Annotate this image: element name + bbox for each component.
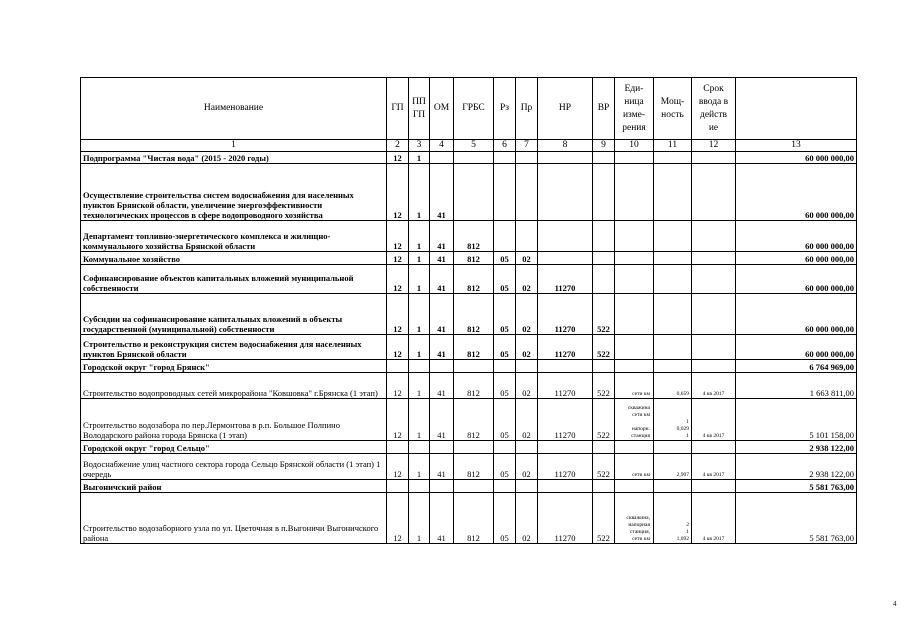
cell-rz: 05 [494,493,516,544]
cell-pp [409,441,430,454]
cell-term [692,265,736,294]
row-name: Департамент топливно-энергетического комплекса и жилищно-коммунального хозяйства Брянской области [81,221,387,252]
col-number: 2 [387,140,409,152]
cell-power [654,360,692,373]
header-unit: Еди- ница изме- рения [615,78,654,140]
row-name: Субсидии на софинансирование капитальных вложений в объекты государственной (муниципальной) собственности [81,294,387,335]
cell-om: 41 [430,399,454,441]
col-number: 9 [593,140,615,152]
cell-term [692,221,736,252]
header-vr: ВР [593,78,615,140]
cell-unit [615,294,654,335]
cell-om: 41 [430,493,454,544]
cell-unit [615,164,654,221]
cell-gp: 12 [387,164,409,221]
header-amount [736,78,857,140]
table-row [81,441,857,454]
cell-nr [538,252,593,265]
cell-rz: 05 [494,252,516,265]
cell-amount: 60 000 000,00 [736,294,857,335]
row-name: Строительство водозабора по пер.Лермонтова в р.п. Большое Полпино Володарского района города Брянска (1 этап) [81,399,387,441]
cell-pr [516,152,538,164]
col-number: 12 [692,140,736,152]
cell-power [654,265,692,294]
cell-amount: 60 000 000,00 [736,164,857,221]
cell-pp: 1 [409,221,430,252]
header-rz: Рз [494,78,516,140]
cell-pp: 1 [409,152,430,164]
cell-rz [494,441,516,454]
cell-rz: 05 [494,265,516,294]
cell-gp: 12 [387,221,409,252]
col-number: 5 [454,140,494,152]
col-number: 8 [538,140,593,152]
cell-amount: 60 000 000,00 [736,252,857,265]
cell-pr: 02 [516,294,538,335]
table-row [81,152,857,164]
cell-rz: 05 [494,454,516,480]
cell-om: 41 [430,265,454,294]
cell-om: 41 [430,221,454,252]
cell-grbs [454,480,494,493]
cell-gp [387,360,409,373]
cell-nr: 11270 [538,294,593,335]
cell-om: 41 [430,294,454,335]
table-row [81,493,857,544]
header-pp: ПП ГП [409,78,430,140]
cell-pr: 02 [516,252,538,265]
header-pr: Пр [516,78,538,140]
col-number: 6 [494,140,516,152]
cell-term [692,335,736,360]
cell-vr [593,152,615,164]
cell-pp: 1 [409,454,430,480]
cell-nr: 11270 [538,373,593,399]
cell-om: 41 [430,164,454,221]
column-number-row [81,140,857,152]
cell-nr: 11270 [538,493,593,544]
cell-pr: 02 [516,373,538,399]
cell-gp [387,480,409,493]
cell-gp: 12 [387,294,409,335]
cell-unit: скважина, напорная станция, сети км [615,493,654,544]
cell-vr [593,265,615,294]
header-name: Наименование [81,78,387,140]
cell-nr [538,441,593,454]
cell-amount: 5 581 763,00 [736,480,857,493]
cell-pr: 02 [516,493,538,544]
cell-rz [494,152,516,164]
cell-term: 4 кв 2017 [692,399,736,441]
row-name: Строительство водозаборного узла по ул. Цветочная в п.Выгоничи Выгоничского района [81,493,387,544]
header-grbs: ГРБС [454,78,494,140]
cell-vr: 522 [593,454,615,480]
cell-grbs: 812 [454,399,494,441]
cell-grbs [454,360,494,373]
cell-amount: 60 000 000,00 [736,265,857,294]
cell-rz: 05 [494,294,516,335]
cell-grbs [454,441,494,454]
cell-unit: сети км [615,454,654,480]
cell-pp: 1 [409,252,430,265]
cell-vr [593,252,615,265]
row-name: Осуществление строительства систем водоснабжения для населенных пунктов Брянской области, увеличение энергоэффективности технологических процессов в сфере водопроводного хозяйства [81,164,387,221]
cell-pr: 02 [516,335,538,360]
cell-grbs: 812 [454,294,494,335]
cell-power [654,335,692,360]
header-om: ОМ [430,78,454,140]
cell-unit: скважина сети км напорн. станция [615,399,654,441]
cell-vr: 522 [593,335,615,360]
cell-term: 4 кв 2017 [692,373,736,399]
table-row [81,164,857,221]
cell-amount: 60 000 000,00 [736,221,857,252]
row-name: Выгоничский район [81,480,387,493]
row-name: Городской округ "город Брянск" [81,360,387,373]
cell-grbs: 812 [454,335,494,360]
cell-term [692,152,736,164]
header-nr: НР [538,78,593,140]
page-number: 4 [893,600,897,608]
cell-power [654,480,692,493]
cell-term [692,441,736,454]
cell-power [654,164,692,221]
cell-nr: 11270 [538,265,593,294]
cell-nr [538,480,593,493]
cell-vr [593,221,615,252]
cell-term [692,360,736,373]
cell-grbs [454,152,494,164]
cell-gp: 12 [387,152,409,164]
cell-gp: 12 [387,265,409,294]
row-name: Подпрограмма "Чистая вода" (2015 - 2020 годы) [81,152,387,164]
header-row [81,78,857,140]
cell-amount: 6 764 969,00 [736,360,857,373]
cell-gp: 12 [387,493,409,544]
cell-gp: 12 [387,252,409,265]
cell-rz [494,360,516,373]
cell-rz: 05 [494,399,516,441]
cell-pp: 1 [409,373,430,399]
cell-gp: 12 [387,454,409,480]
header-power: Мощ- ность [654,78,692,140]
row-name: Софинансирование объектов капитальных вложений муниципальной собственности [81,265,387,294]
cell-gp: 12 [387,373,409,399]
cell-unit: сети км [615,373,654,399]
cell-pp: 1 [409,265,430,294]
cell-grbs: 812 [454,493,494,544]
cell-unit [615,152,654,164]
row-name: Городской округ "город Сельцо" [81,441,387,454]
header-gp: ГП [387,78,409,140]
cell-power [654,152,692,164]
cell-vr: 522 [593,294,615,335]
cell-pr: 02 [516,399,538,441]
table-row [81,399,857,441]
cell-power [654,294,692,335]
cell-unit [615,252,654,265]
cell-vr [593,441,615,454]
cell-rz [494,164,516,221]
cell-amount: 60 000 000,00 [736,335,857,360]
header-term: Срок ввода в действ ие [692,78,736,140]
cell-nr: 11270 [538,335,593,360]
table-row [81,360,857,373]
cell-unit [615,221,654,252]
cell-amount: 5 581 763,00 [736,493,857,544]
cell-unit [615,335,654,360]
cell-vr [593,360,615,373]
row-name: Водоснабжение улиц частного сектора города Сельцо Брянской области (1 этап) 1 очередь [81,454,387,480]
cell-amount: 60 000 000,00 [736,152,857,164]
table-row [81,480,857,493]
cell-unit [615,480,654,493]
table-row [81,454,857,480]
cell-om: 41 [430,335,454,360]
cell-grbs: 812 [454,252,494,265]
table-row [81,373,857,399]
cell-power: 0,659 [654,373,692,399]
col-number: 4 [430,140,454,152]
cell-pp: 1 [409,493,430,544]
table-row [81,265,857,294]
cell-grbs: 812 [454,373,494,399]
cell-term: 4 кв 2017 [692,454,736,480]
budget-table [80,77,857,544]
cell-nr [538,164,593,221]
col-number: 1 [81,140,387,152]
cell-grbs: 812 [454,454,494,480]
cell-amount: 2 938 122,00 [736,441,857,454]
cell-grbs: 812 [454,221,494,252]
cell-vr: 522 [593,399,615,441]
cell-pr [516,164,538,221]
cell-om: 41 [430,373,454,399]
cell-pp: 1 [409,294,430,335]
cell-pr [516,360,538,373]
cell-nr: 11270 [538,454,593,480]
cell-nr: 11270 [538,399,593,441]
cell-power: 2 1 1,092 [654,493,692,544]
cell-power [654,221,692,252]
cell-pr [516,480,538,493]
cell-pr: 02 [516,265,538,294]
cell-pr [516,441,538,454]
cell-grbs: 812 [454,265,494,294]
cell-pp: 1 [409,164,430,221]
table-row [81,294,857,335]
cell-om [430,360,454,373]
cell-term [692,480,736,493]
cell-rz: 05 [494,335,516,360]
col-number: 7 [516,140,538,152]
row-name: Строительство и реконструкция систем водоснабжения для населенных пунктов Брянской области [81,335,387,360]
col-number: 11 [654,140,692,152]
cell-nr [538,360,593,373]
cell-power: 1 0,029 1 [654,399,692,441]
row-name: Строительство водопроводных сетей микрорайона "Ковшовка" г.Брянска (1 этап) [81,373,387,399]
cell-amount: 2 938 122,00 [736,454,857,480]
col-number: 13 [736,140,857,152]
cell-power: 2,907 [654,454,692,480]
cell-pp: 1 [409,335,430,360]
cell-gp: 12 [387,335,409,360]
cell-rz [494,221,516,252]
cell-pr [516,221,538,252]
cell-om: 41 [430,454,454,480]
cell-amount: 5 101 158,00 [736,399,857,441]
cell-pp [409,480,430,493]
row-name: Коммунальное хозяйство [81,252,387,265]
col-number: 10 [615,140,654,152]
cell-rz: 05 [494,373,516,399]
cell-pp [409,360,430,373]
cell-om: 41 [430,252,454,265]
cell-unit [615,360,654,373]
cell-om [430,152,454,164]
cell-term [692,294,736,335]
table-row [81,252,857,265]
cell-unit [615,265,654,294]
cell-vr: 522 [593,493,615,544]
cell-rz [494,480,516,493]
cell-term [692,164,736,221]
col-number: 3 [409,140,430,152]
cell-om [430,480,454,493]
cell-term: 4 кв 2017 [692,493,736,544]
cell-gp [387,441,409,454]
cell-pp: 1 [409,399,430,441]
cell-grbs [454,164,494,221]
cell-amount: 1 663 811,00 [736,373,857,399]
cell-unit [615,441,654,454]
cell-gp: 12 [387,399,409,441]
table-row [81,221,857,252]
cell-vr [593,164,615,221]
cell-nr [538,221,593,252]
cell-pr: 02 [516,454,538,480]
cell-power [654,252,692,265]
cell-power [654,441,692,454]
cell-vr: 522 [593,373,615,399]
cell-om [430,441,454,454]
table-row [81,335,857,360]
cell-term [692,252,736,265]
cell-vr [593,480,615,493]
cell-nr [538,152,593,164]
